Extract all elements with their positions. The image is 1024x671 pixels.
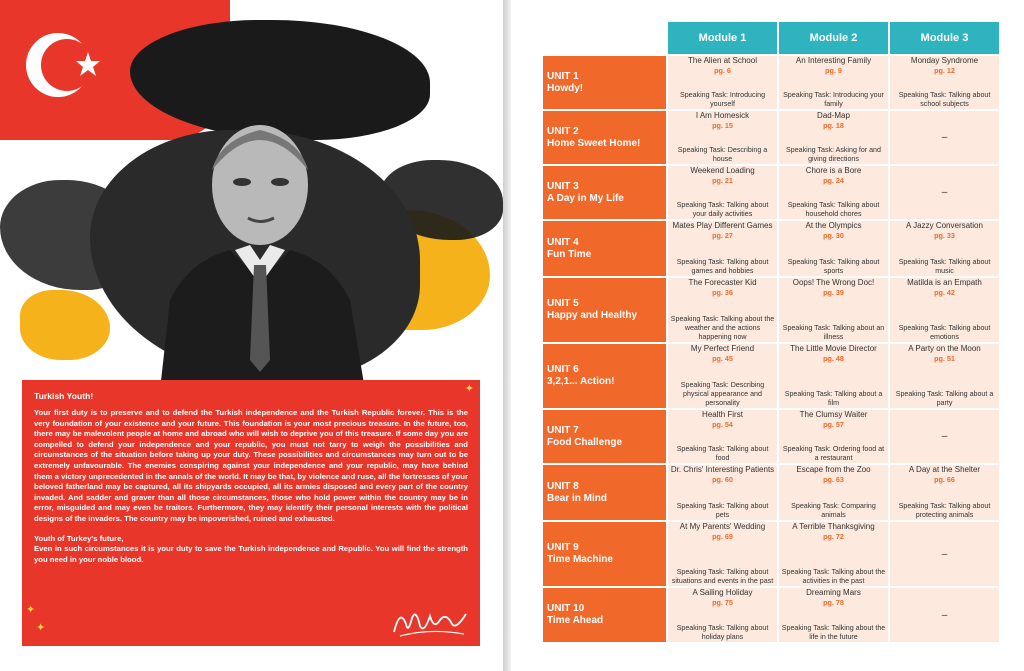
unit-row xyxy=(542,220,1000,277)
module-cell xyxy=(667,343,778,409)
speaking-task: Speaking Task: Introducing yourself xyxy=(679,91,766,108)
unit-row xyxy=(542,464,1000,521)
page-number: pg. 18 xyxy=(823,121,844,130)
sparkle-icon: ✦ xyxy=(26,604,36,616)
right-page xyxy=(511,0,1024,671)
speaking-task: Speaking Task: Talking about food xyxy=(676,445,769,462)
speaking-task: Speaking Task: Talking about sports xyxy=(787,258,880,275)
speaking-task: Speaking Task: Talking about your daily activities xyxy=(676,201,769,218)
speaking-task: Speaking Task: Talking about a film xyxy=(784,390,883,407)
unit-row xyxy=(542,110,1000,165)
module-cell xyxy=(667,165,778,220)
lesson-title: Mates Play Different Games xyxy=(672,221,773,230)
contents-table xyxy=(541,20,1001,644)
module-cell xyxy=(667,409,778,464)
lesson-title: A Terrible Thanksgiving xyxy=(792,522,875,531)
module-cell xyxy=(778,464,889,521)
speaking-task: Speaking Task: Talking about holiday plans xyxy=(676,624,769,641)
page-number: pg. 51 xyxy=(934,354,955,363)
page-number: pg. 72 xyxy=(823,532,844,541)
page-number: pg. 15 xyxy=(712,121,733,130)
unit-label xyxy=(542,220,667,277)
header-blank xyxy=(542,21,667,55)
unit-row xyxy=(542,409,1000,464)
lesson-title: Health First xyxy=(702,410,743,419)
speaking-task: Speaking Task: Talking about the weather and the actions happening now xyxy=(670,315,775,341)
page-number: pg. 9 xyxy=(825,66,842,75)
unit-label xyxy=(542,55,667,110)
lesson-title: The Little Movie Director xyxy=(790,344,877,353)
unit-row xyxy=(542,165,1000,220)
page-number: pg. 75 xyxy=(712,598,733,607)
unit-name: Fun Time xyxy=(547,248,592,260)
lesson-title: The Clumsy Waiter xyxy=(799,410,868,419)
lesson-title: Monday Syndrome xyxy=(910,56,979,65)
speaking-task: Speaking Task: Talking about pets xyxy=(676,502,769,519)
unit-name: Time Ahead xyxy=(547,615,604,626)
unit-label xyxy=(542,165,667,220)
module-header: Module 2 xyxy=(778,21,889,55)
unit-number: UNIT 2 xyxy=(547,125,579,137)
unit-name: Howdy! xyxy=(547,82,584,94)
lesson-title: Oops! The Wrong Doc! xyxy=(792,278,875,287)
speaking-task: Speaking Task: Introducing your family xyxy=(783,91,884,108)
sparkle-icon: ✦ xyxy=(464,383,474,395)
speaking-task: Speaking Task: Talking about situations and events in the past xyxy=(671,568,774,585)
lesson-title: At My Parents' Wedding xyxy=(679,522,766,531)
module-cell xyxy=(889,55,1000,110)
speaking-task: Speaking Task: Talking about games and hobbies xyxy=(676,258,769,275)
unit-name: A Day in My Life xyxy=(547,192,624,204)
module-cell xyxy=(889,343,1000,409)
book-gutter xyxy=(503,0,511,671)
speaking-task: Speaking Task: Talking about emotions xyxy=(898,324,991,341)
speaking-task: Speaking Task: Describing physical appearance and personality xyxy=(680,381,765,407)
page-number: pg. 21 xyxy=(712,176,733,185)
lesson-title: A Party on the Moon xyxy=(908,344,981,353)
speaking-task: Speaking Task: Talking about an illness xyxy=(782,324,885,341)
page-number: pg. 66 xyxy=(934,475,955,484)
page-number: pg. 54 xyxy=(712,420,733,429)
module-header: Module 3 xyxy=(889,21,1000,55)
speaking-task: Speaking Task: Talking about the activities in the past xyxy=(781,568,886,585)
page-number: pg. 27 xyxy=(712,231,733,240)
module-cell xyxy=(667,464,778,521)
speaking-task: Speaking Task: Describing a house xyxy=(677,146,768,163)
module-cell xyxy=(889,277,1000,343)
unit-row xyxy=(542,343,1000,409)
unit-name: Happy and Healthy xyxy=(547,310,638,321)
unit-number: UNIT 1 xyxy=(547,70,579,82)
speaking-task: Speaking Task: Talking about a party xyxy=(895,390,994,407)
quote-paragraph xyxy=(34,534,468,566)
unit-name: Time Machine xyxy=(547,554,613,565)
lesson-title: Weekend Loading xyxy=(690,166,755,175)
module-cell xyxy=(778,587,889,643)
quote-heading: Turkish Youth! xyxy=(34,391,94,401)
module-cell xyxy=(889,220,1000,277)
speaking-task: Speaking Task: Talking about protecting animals xyxy=(898,502,991,519)
quote-line: Youth of Turkey's future, xyxy=(34,533,124,543)
unit-number: UNIT 10 xyxy=(547,603,585,614)
module-cell xyxy=(667,277,778,343)
unit-number: UNIT 4 xyxy=(547,236,579,248)
page-number: pg. 24 xyxy=(823,176,844,185)
unit-label xyxy=(542,587,667,643)
unit-label xyxy=(542,277,667,343)
lesson-title: The Alien at School xyxy=(688,56,757,65)
module-cell xyxy=(667,587,778,643)
unit-number: UNIT 8 xyxy=(547,480,579,492)
unit-name: 3,2,1... Action! xyxy=(547,376,615,387)
empty-module-cell: – xyxy=(889,165,1000,220)
module-cell xyxy=(667,110,778,165)
page-number: pg. 63 xyxy=(823,475,844,484)
page-number: pg. 57 xyxy=(823,420,844,429)
empty-module-cell: – xyxy=(889,409,1000,464)
page-number: pg. 60 xyxy=(712,475,733,484)
page-number: pg. 39 xyxy=(823,288,844,297)
lesson-title: A Sailing Holiday xyxy=(692,588,753,597)
module-cell xyxy=(778,55,889,110)
page-number: pg. 42 xyxy=(934,288,955,297)
speaking-task: Speaking Task: Talking about the life in the future xyxy=(781,624,886,641)
page-number: pg. 6 xyxy=(714,66,731,75)
empty-module-cell: – xyxy=(889,587,1000,643)
unit-label xyxy=(542,521,667,587)
speaking-task: Speaking Task: Talking about school subjects xyxy=(898,91,991,108)
portrait-photo xyxy=(0,40,503,390)
left-page xyxy=(0,0,503,671)
lesson-title: I Am Homesick xyxy=(695,111,750,120)
module-cell xyxy=(778,110,889,165)
speaking-task: Speaking Task: Talking about music xyxy=(898,258,991,275)
sparkle-icon: ✦ xyxy=(36,622,46,634)
module-cell xyxy=(778,409,889,464)
module-cell xyxy=(889,464,1000,521)
lesson-title: Dreaming Mars xyxy=(806,588,861,597)
quote-paragraph: Your first duty is to preserve and to defend the Turkish independence and the Turkish Republic forever. This is the very foundation of your existence and your future. This foundation is your most precious treasure. In the future, too, there may be malevolent people at home and abroad who will wish to deprive you of this treasure. If some day you are compelled to defend your independence and your republic, you must not tarry to weigh the possibilities and circumstances of the situation before taking up your duty. These possibilities and circumstances may turn out to be extremely unfavourable. The enemies conspiring against your independence and your republic, may have behind them a victory unprecedented in the annals of the world. It may be that, by violence and ruse, all the fortresses of your beloved fatherland may be captured, all its shipyards occupied, all its armies disposed and every part of the country invaded. And sadder and graver than all those circumstances, those who hold power within the country may be in error, misguided and may even be traitors. Furthermore, they may identify their personal interests with the political designs of the invaders. The country may be impoverished, ruined and exhausted. xyxy=(34,408,468,523)
module-cell xyxy=(778,277,889,343)
lesson-title: Escape from the Zoo xyxy=(796,465,871,474)
empty-module-cell: – xyxy=(889,521,1000,587)
lesson-title: At the Olympics xyxy=(805,221,862,230)
unit-number: UNIT 3 xyxy=(547,180,579,192)
unit-label xyxy=(542,343,667,409)
unit-label xyxy=(542,409,667,464)
lesson-title: Dad-Map xyxy=(817,111,850,120)
module-cell xyxy=(778,165,889,220)
module-cell xyxy=(778,343,889,409)
lesson-title: A Day at the Shelter xyxy=(908,465,981,474)
module-cell xyxy=(778,521,889,587)
lesson-title: An Interesting Family xyxy=(795,56,872,65)
lesson-title: Dr. Chris' Interesting Patients xyxy=(670,465,775,474)
speaking-task: Speaking Task: Asking for and giving directions xyxy=(786,146,881,163)
page-number: pg. 33 xyxy=(934,231,955,240)
quote-line: Even in such circumstances it is your duty to save the Turkish independence and Republic. You will find the strength you need in your noble blood. xyxy=(34,544,468,564)
unit-number: UNIT 5 xyxy=(547,298,579,309)
signature-image xyxy=(390,604,470,640)
unit-number: UNIT 7 xyxy=(547,424,579,436)
module-cell xyxy=(667,521,778,587)
page-number: pg. 69 xyxy=(712,532,733,541)
page-number: pg. 12 xyxy=(934,66,955,75)
lesson-title: Chore is a Bore xyxy=(805,166,862,175)
quote-box xyxy=(22,380,480,646)
unit-label xyxy=(542,110,667,165)
unit-name: Home Sweet Home! xyxy=(547,137,641,149)
module-cell xyxy=(778,220,889,277)
unit-label xyxy=(542,464,667,521)
speaking-task: Speaking Task: Ordering food at a restaurant xyxy=(782,445,885,462)
page-number: pg. 45 xyxy=(712,354,733,363)
page-number: pg. 48 xyxy=(823,354,844,363)
lesson-title: My Perfect Friend xyxy=(690,344,755,353)
speaking-task: Speaking Task: Talking about household chores xyxy=(787,201,880,218)
unit-number: UNIT 6 xyxy=(547,364,579,375)
speaking-task: Speaking Task: Comparing animals xyxy=(791,502,876,519)
page-number: pg. 30 xyxy=(823,231,844,240)
unit-name: Bear in Mind xyxy=(547,492,608,504)
module-cell xyxy=(667,220,778,277)
lesson-title: A Jazzy Conversation xyxy=(906,221,983,230)
lesson-title: Matilda is an Empath xyxy=(907,278,982,287)
unit-row xyxy=(542,277,1000,343)
lesson-title: The Forecaster Kid xyxy=(688,278,757,287)
unit-name: Food Challenge xyxy=(547,436,622,448)
page-number: pg. 78 xyxy=(823,598,844,607)
module-cell xyxy=(667,55,778,110)
unit-row xyxy=(542,521,1000,587)
module-header: Module 1 xyxy=(667,21,778,55)
unit-row xyxy=(542,55,1000,110)
unit-number: UNIT 9 xyxy=(547,542,579,553)
empty-module-cell: – xyxy=(889,110,1000,165)
page-number: pg. 36 xyxy=(712,288,733,297)
unit-row xyxy=(542,587,1000,643)
